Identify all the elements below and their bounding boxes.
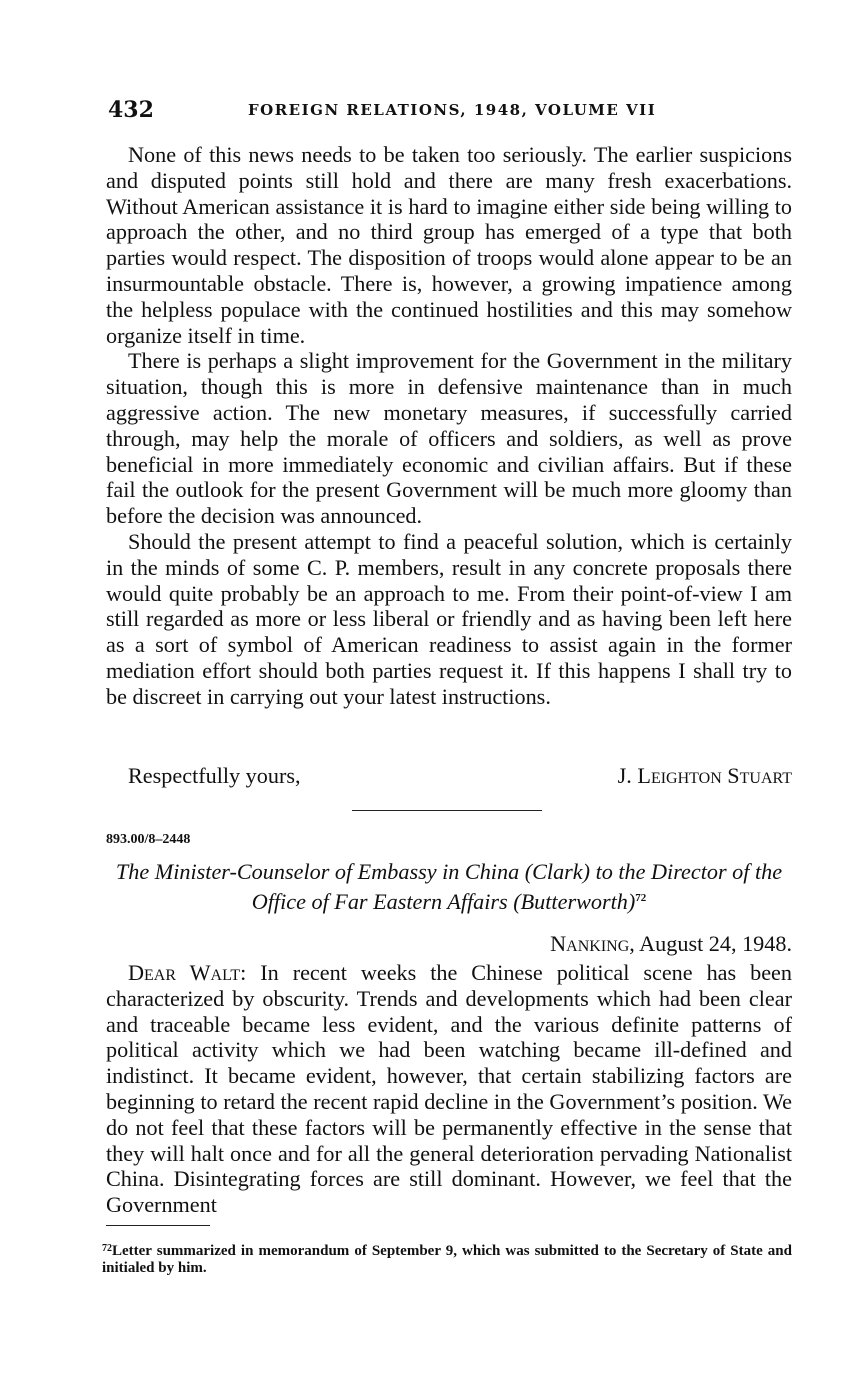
running-head: FOREIGN RELATIONS, 1948, VOLUME VII <box>248 101 657 119</box>
letter-greeting: Dear Walt: <box>128 960 247 985</box>
dateline-date: August 24, 1948. <box>634 931 792 956</box>
footnote-reference: 72 <box>635 892 647 904</box>
footnote-divider <box>106 1225 210 1226</box>
letter-paragraph <box>106 960 792 1218</box>
footnote-text: Letter summarized in memorandum of September 9, which was submitted to the Secretary of State and initialed by him. <box>102 1243 792 1276</box>
paragraph: Should the present attempt to find a peaceful solution, which is certainly in the minds of some C. P. members, result in any concrete proposals there would quite probably be an approach to me. From their point-of-view I am still regarded as more or less liberal or friendly and as having been left here as a sort of symbol of American readiness to assist again in the former mediation effort should both parties request it. If this happens I shall try to be discreet in carrying out your latest instructions. <box>106 528 792 709</box>
section-divider <box>352 810 542 811</box>
paragraph: None of this news needs to be taken too seriously. The earlier suspicions and disputed points still hold and there are many fresh exacerbations. Without American assistance it is hard to imagine either side being willing to approach the other, and no third group has emerged of a type that both parties would respect. The disposition of troops would alone appear to be an insurmountable obstacle. There is, however, a growing impatience among the helpless populace with the continued hostilities and this may somehow organize itself in time. <box>106 142 792 348</box>
dateline-place: Nanking, <box>550 931 635 956</box>
dateline <box>550 931 792 957</box>
document-title <box>106 858 792 915</box>
document-title-text: The Minister-Counselor of Embassy in China (Clark) to the Director of the Office of Far Eastern Affairs (Butterworth) <box>115 859 783 914</box>
page-header <box>108 97 793 125</box>
page-number: 432 <box>108 97 154 123</box>
signoff <box>128 763 792 789</box>
closing-salutation: Respectfully yours, <box>128 763 301 788</box>
report-body <box>106 142 792 710</box>
letter-body <box>106 960 792 1218</box>
footnote-marker: 72 <box>102 1243 112 1254</box>
signature: J. Leighton Stuart <box>617 763 792 788</box>
letter-text: In recent weeks the Chinese political scene has been characterized by obscurity. Trends and developments which had been clear and traceable became less evident, and the various definite patterns of political activity which we had been watching became ill-defined and indistinct. It became evident, however, that certain stabilizing factors are beginning to retard the recent rapid decline in the Government’s position. We do not feel that these factors will be permanently effective in the sense that they will halt once and for all the general deterioration pervading Nationalist China. Disintegrating forces are still dominant. However, we feel that the Government <box>106 960 792 1218</box>
paragraph: There is perhaps a slight improvement for the Government in the military situation, though this is more in defensive maintenance than in much aggressive action. The new monetary measures, if successfully carried through, may help the morale of officers and soldiers, as well as prove beneficial in more immediately economic and civilian affairs. But if these fail the outlook for the present Government will be much more gloomy than before the decision was announced. <box>106 348 792 529</box>
file-number: 893.00/8–2448 <box>106 832 191 847</box>
footnote <box>102 1240 792 1277</box>
